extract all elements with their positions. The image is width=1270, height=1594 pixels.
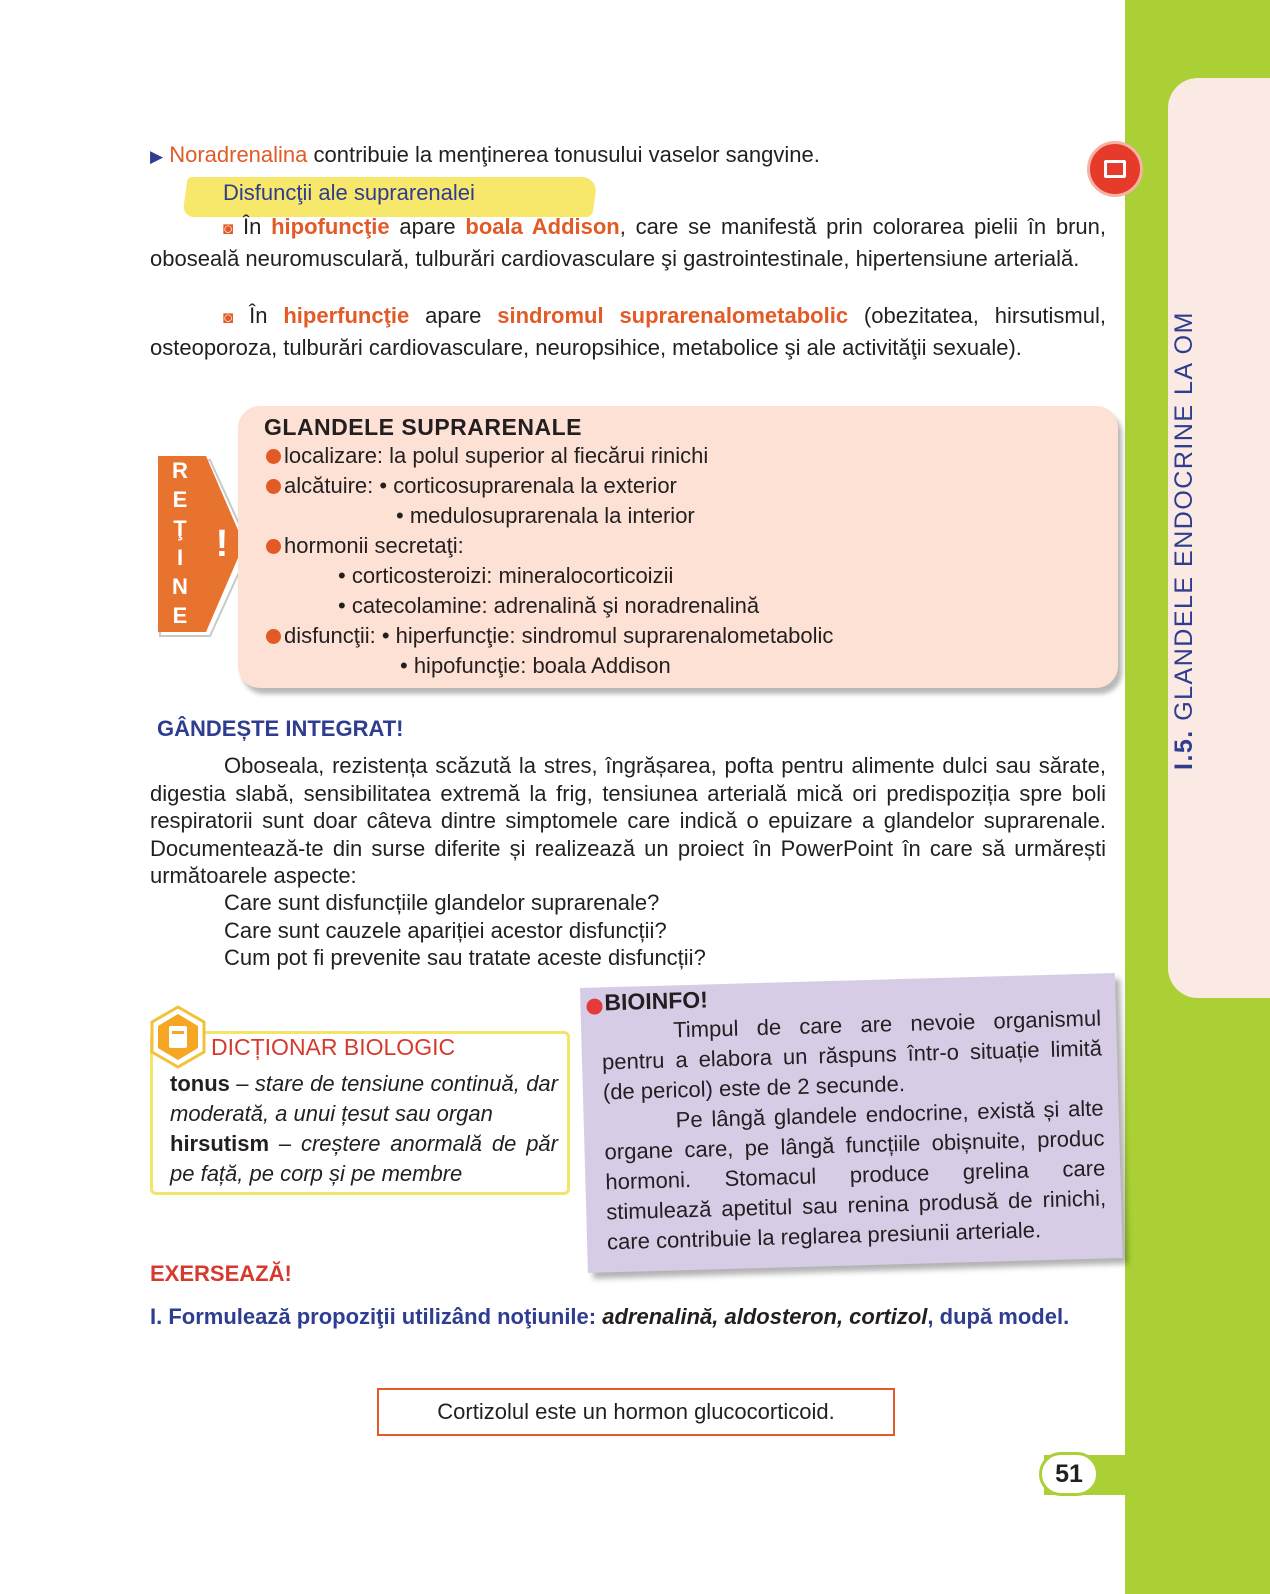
badge-letter: E [172,487,188,512]
dictionary-term: hirsutism [170,1131,270,1156]
integrated-question: Cum pot fi prevenite sau tratate aceste disfuncții? [224,945,706,970]
summary-item: alcătuire: • corticosuprarenala la exterior [266,473,677,499]
dictionary-title: DICȚIONAR BIOLOGIC [211,1034,456,1060]
paragraph-hyperfunction: ◙ În hiperfuncţie apare sindromul suprarenalometabolic (obezitatea, hirsutismul, osteoporoza, tulburări cardiovasculare, neuropsihice, metabolice şi ale activităţii sexuale). [150,303,1106,360]
dictionary-definition: creștere anormală de păr pe față, pe corp și pe membre [170,1131,558,1186]
example-sentence: Cortizolul este un hormon glucocorticoid. [437,1399,835,1424]
summary-item: hormonii secretaţi: [266,533,464,559]
bioinfo-body: Timpul de care are nevoie organismul pentru a elabora un răspuns într-o situație limită (de pericol) este de 2 secunde. Pe lângă glandele endocrine, există și alte organe care, pe lângă funcțiile obișnuite, produc hormoni. Stomacul produce grelina care stimulează apetitul sau renina produsă de rinichi, care contribuie la reglarea presiunii arteriale. [601,1005,1107,1255]
bioinfo-title: BIOINFO! [604,986,709,1016]
dictionary-body: tonus – stare de tensiune continuă, dar moderată, a unui țesut sau organ hirsutism – creștere anormală de păr pe față, pe corp și pe membre [170,1071,558,1186]
summary-subitem: • corticosteroizi: mineralocorticoizii [338,563,674,588]
summary-subitem: • catecolamine: adrenalină şi noradrenalină [338,593,760,618]
summary-item: disfuncţii: • hiperfuncţie: sindromul suprarenalometabolic [266,623,833,649]
page-number: 51 [1039,1452,1099,1496]
badge-exclamation: ! [215,523,229,565]
dictionary-book-icon [150,1005,206,1069]
intro-line: ▶ Noradrenalina contribuie la menţinerea tonusului vaselor sangvine. [150,142,820,167]
summary-title: GLANDELE SUPRARENALE [264,414,582,440]
integrated-question: Care sunt disfuncțiile glandelor suprarenale? [224,890,660,915]
exercise-heading: EXERSEAZĂ! [150,1261,292,1286]
bullet-face-icon [266,539,281,554]
video-film-icon[interactable] [1087,141,1143,197]
paragraph-hypofunction: ◙ În hipofuncţie apare boala Addison, care se manifestă prin colorarea pielii în brun, oboseală neuromusculară, tulburări cardiovasculare şi gastrointestinale, hipertensiune arterială. [150,214,1106,271]
bioinfo-card [580,973,1123,1273]
bullet-face-icon [266,479,281,494]
dictionary-definition: stare de tensiune continuă, dar moderată, a unui țesut sau organ [170,1071,558,1126]
summary-subitem: • hipofuncţie: boala Addison [400,653,671,678]
integrated-text: Oboseala, rezistența scăzută la stres, îngrășarea, pofta pentru alimente dulci sau sărate, digestia slabă, sensibilitatea extremă la frig, tensiunea arterială mică ori predispoziția spre boli respiratorii sunt doar câteva dintre simptomele care indică o epuizare a glandelor suprarenale. Documentează-te din surse diferite și realizează un proiect în PowerPoint în care să urmărești următoarele aspecte: [150,753,1106,888]
summary-subitem: • medulosuprarenala la interior [396,503,695,528]
bullet-face-icon [266,629,281,644]
integrated-question: Care sunt cauzele apariției acestor disfuncții? [224,918,667,943]
badge-letter: I [176,545,184,570]
square-bullet-icon: ◙ [223,219,234,238]
badge-letter: N [172,574,188,599]
dictionary-term: tonus [170,1071,230,1096]
square-bullet-icon: ◙ [223,308,234,327]
integrated-heading: GÂNDEȘTE INTEGRAT! [157,716,404,741]
exercise-task: I. Formulează propoziţii utilizând noţiunile: adrenalină, aldosteron, cortizol, după model. [150,1304,1070,1329]
badge-letter: Ţ [173,516,187,541]
badge-letter: E [172,603,188,628]
summary-item: localizare: la polul superior al fiecărui rinichi [266,443,708,469]
badge-letter: R [172,458,188,483]
section-heading: Disfuncţii ale suprarenalei [223,180,475,205]
bullet-face-icon [266,449,281,464]
chapter-label: I.5. GLANDELE ENDOCRINE LA OM [1170,311,1198,770]
intro-term: Noradrenalina [169,142,308,167]
